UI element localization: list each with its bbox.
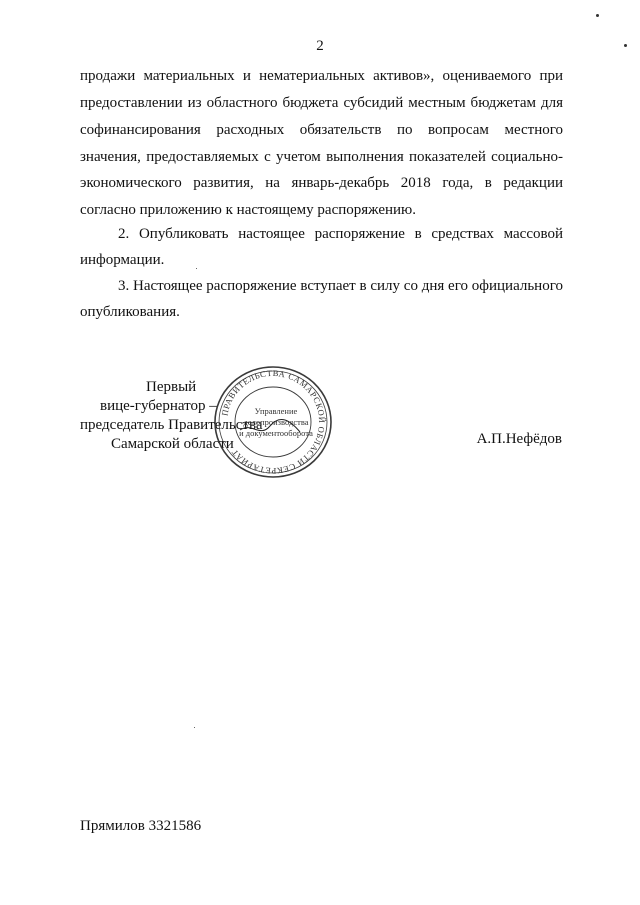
clause-3-line-1: 3. Настоящее распоряжение вступает в силу со дня его официального [118,278,563,294]
signer-title-line-1: Первый [146,379,197,395]
scan-speck [624,44,627,47]
seal-inner-line-2: делопроизводства [243,417,309,427]
page-number: 2 [316,38,324,54]
scan-speck [596,14,599,17]
body-line-3: софинансирования расходных обязательств по вопросам местного [80,122,563,138]
clause-2-line-2: информации. [80,252,165,268]
seal-inner-line-1: Управление [254,406,298,416]
signer-title-line-2: вице-губернатор – [100,398,217,414]
body-line-4: значения, предоставляемых с учетом выполнения показателей социально- [80,149,563,165]
clause-3-line-2: опубликования. [80,304,180,320]
prepared-by-note: Прямилов 3321586 [80,818,202,834]
clause-2-line-1: 2. Опубликовать настоящее распоряжение в средствах массовой [118,226,563,242]
scan-speck [196,268,197,269]
body-line-1: продажи материальных и нематериальных активов», оцениваемого при [80,68,563,84]
signer-name: А.П.Нефёдов [476,431,562,447]
seal-inner-line-3: и документооборота [239,428,313,438]
body-line-6: согласно приложению к настоящему распоряжению. [80,202,417,218]
signer-title-line-4: Самарской области [111,436,234,452]
body-line-5: экономического развития, на январь-декабрь 2018 года, в редакции [80,175,563,191]
scan-speck [194,727,195,728]
seal-ring-text: ПРАВИТЕЛЬСТВА САМАРСКОЙ ОБЛАСТИ СЕКРЕТАРИАТ [219,367,328,477]
body-line-2: предоставлении из областного бюджета субсидий местным бюджетам для [80,95,563,111]
official-seal-stamp [212,364,334,480]
signer-title-line-3: председатель Правительства [80,417,263,433]
